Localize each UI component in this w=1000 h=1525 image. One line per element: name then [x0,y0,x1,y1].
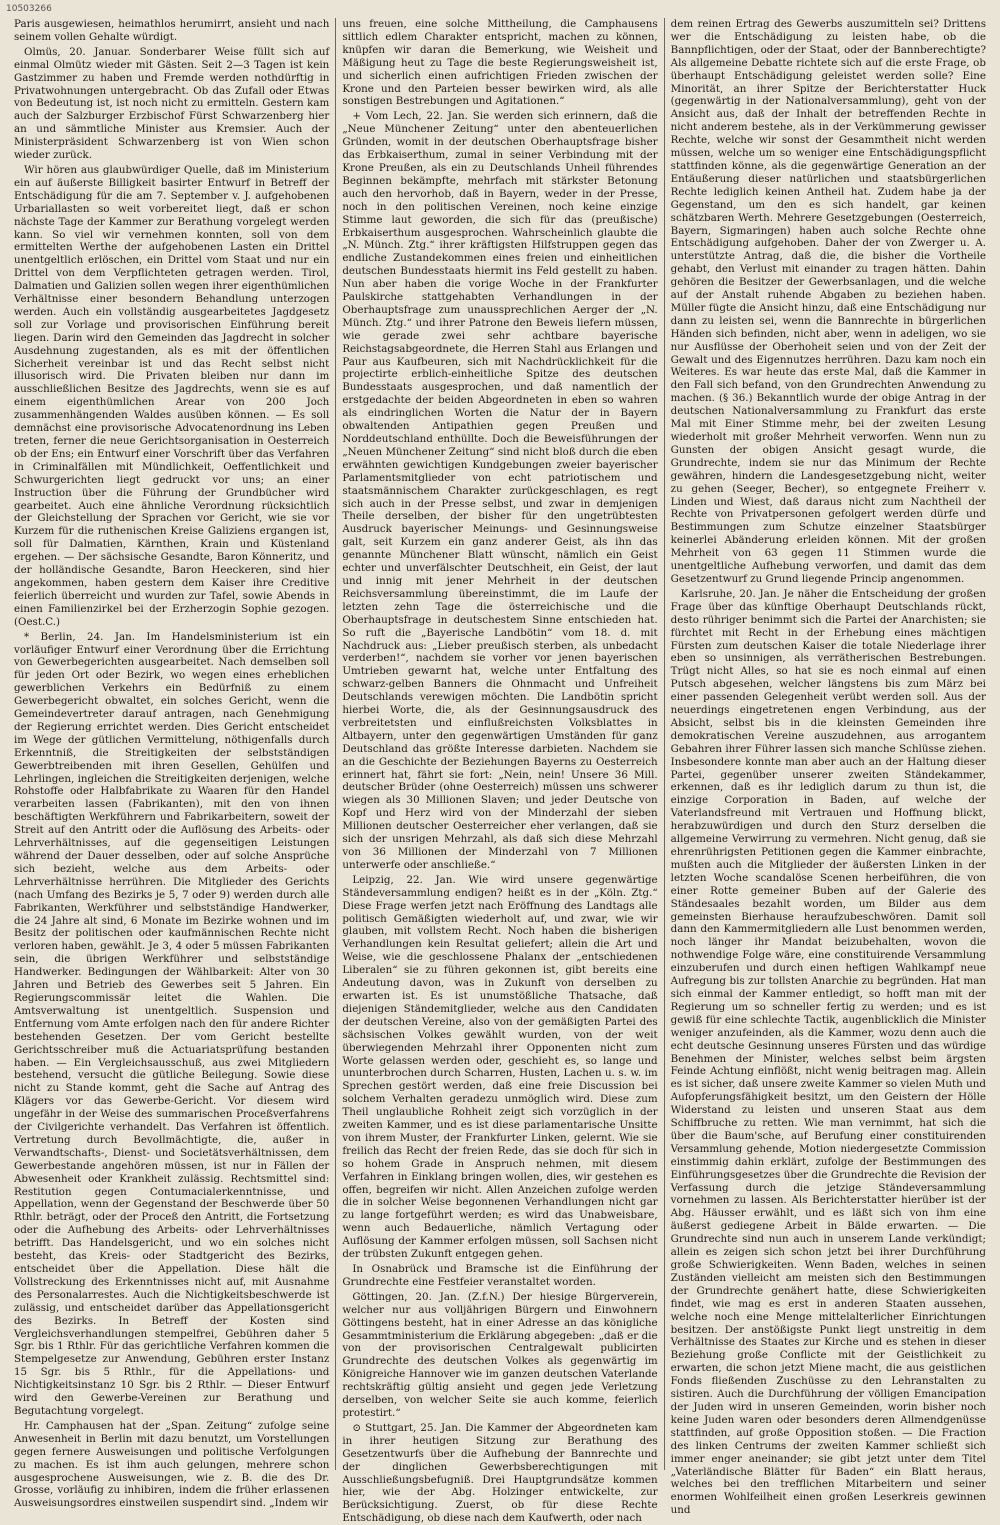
paragraph: Olmüs, 20. Januar. Sonderbarer Weise füllt sich auf einmal Olmütz wieder mit Gästen. Seit 2—3 Tagen ist kein Gastzimmer zu haben und Fremde werden nothdürftig in Privatwohnungen untergebracht. Ob das Zufall oder Etwas von Bedeutung ist, ist noch nicht zu ermitteln. Gestern kam auch der Salzburger Erzbischof Fürst Schwarzenberg hier an und sämmtliche Minister aus Kremsier. Auch der Ministerpräsident Schwarzenberg ist von Wien schon wieder zurück. [14,45,330,162]
paragraph: ⊙ Stuttgart, 25. Jan. Die Kammer der Abgeordneten kam in ihrer heutigen Sitzung zur Berathung des Gesetzentwurfs über die Aufhebung der Bannrechte und der dinglichen Gewerbsberechtigungen mit Ausschließungsbefugniß. Drei Hauptgrundsätze kommen hier, wie der Abg. Holzinger entwickelte, zur Berücksichtigung. Zuerst, ob für diese Rechte Entschädigung, ob diese nach dem Kaufwerth, oder nach [342,1421,658,1525]
paragraph: * Berlin, 24. Jan. Im Handelsministerium ist ein vorläufiger Entwurf einer Verordnung über die Errichtung von Gewerbegerichten ausgearbeitet. Nach demselben soll für jeden Ort oder Bezirk, wo wegen eines erheblichen gewerblichen Verkehrs ein Bedürfniß zu einem Gewerbegericht obwaltet, ein solches Gericht, wenn die Gemeindevertreter darauf antragen, nach Genehmigung der Regierung errichtet werden. Dies Gericht entscheidet im Wege der gütlichen Vermittelung, nöthigenfalls durch Erkenntniß, die Streitigkeiten der selbstständigen Gewerbtreibenden mit ihren Gesellen, Gehülfen und Lehrlingen, ingleichen die Streitigkeiten derjenigen, welche Rohstoffe oder Halbfabrikate zu Waaren für den Handel verarbeiten lassen (Fabrikanten), mit den von ihnen beschäftigten Werkführern und Fabrikarbeitern, soweit der Streit auf den Antritt oder die Auflösung des Arbeits- oder Lehrverhältnisses, auf die gegenseitigen Leistungen während der Dauer desselben, oder auf solche Ansprüche sich bezieht, welche aus dem Arbeits- oder Lehrverhältnisse herrühren. Die Mitglieder des Gerichts (nach Umfang des Bezirks je 5, 7 oder 9) werden durch alle Fabrikanten, Werkführer und selbstständige Handwerker, die 24 Jahre alt sind, 6 Monate im Bezirke wohnen und im Besitz der politischen oder kaufmännischen Rechte nicht verloren haben, gewählt. Je 3, 4 oder 5 müssen Fabrikanten sein, die übrigen Werkführer und selbstständige Handwerker. Bedingungen der Wählbarkeit: Alter von 30 Jahren und Betrieb des Gewerbes seit 5 Jahren. Ein Regierungscommissär leitet die Wahlen. Die Amtsverwaltung ist unentgeltlich. Suspension und Entfernung vom Amte erfolgen nach den für andere Richter bestehenden Gesetzen. Der vom Gericht bestellte Gerichtsschreiber muß die Actuariatsprüfung bestanden haben. — Ein Vergleichsausschuß, aus zwei Mitgliedern bestehend, versucht die gütliche Beilegung. Sowie diese nicht zu Stande kommt, geht die Sache auf Antrag des Klägers vor das Gewerbe-Gericht. Vor diesem wird ungefähr in der Weise des summarischen Proceßverfahrens der Civilgerichte verhandelt. Das Verfahren ist öffentlich. Vertretung durch Bevollmächtigte, die, außer in Verwandtschafts-, Dienst- und Societätsverhältnissen, dem Gewerbestande angehören müssen, ist nur in Fällen der Abwesenheit oder Krankheit zulässig. Rechtsmittel sind: Restitution gegen Contumacialerkenntnisse, und Appellation, wenn der Gegenstand der Beschwerde über 50 Rthlr. beträgt, oder der Proceß den Antritt, die Fortsetzung oder die Aufhebung des Arbeits- oder Lehrverhältnisses betrifft. Das Handelsgericht, und wo ein solches nicht besteht, das Kreis- oder Stadtgericht des Bezirks, entscheidet über die Appellation. Diese hält die Vollstreckung des Erkenntnisses nicht auf, mit Ausnahme des Personalarrestes. Auch die Nichtigkeitsbeschwerde ist zulässig, und entscheidet darüber das Appellationsgericht des Bezirks. In Betreff der Kosten sind Vergleichsverhandlungen stempelfrei, Gebühren daher 5 Sgr. bis 1 Rthlr. Für das gerichtliche Verfahren kommen die Stempelgesetze zur Anwendung, Gebühren erster Instanz 15 Sgr. bis 5 Rthlr., für die Appellations- und Nichtigkeitsinstanz 10 Sgr. bis 2 Rthlr. — Dieser Entwurf wird den Gewerbe-Vereinen zur Berathung und Begutachtung vorgelegt. [14,630,330,1417]
paragraph: Göttingen, 20. Jan. (Z.f.N.) Der hiesige Bürgerverein, welcher nur aus volljährigen Bürgern und Einwohnern Göttingens besteht, hat in einer Adresse an das königliche Gesammtministerium die Erklärung abgegeben: „daß er die von der provisorischen Centralgewalt publicirten Grundrechte des deutschen Volkes als gegenwärtig im Königreiche Hannover wie im ganzen deutschen Vaterlande rechtskräftig gültig ansieht und gegen jede Verletzung derselben, von welcher Seite sie auch komme, feierlich protestirt.“ [342,1290,658,1419]
paragraph: Wir hören aus glaubwürdiger Quelle, daß im Ministerium ein auf äußerste Billigkeit basirter Entwurf in Betreff der Entschädigung für die am 7. September v. J. aufgehobenen Urbariallasten so weit vorbereitet liegt, daß er schon nächste Tage der Kammer zur Berathung vorgelegt werden kann. So viel wir vernehmen konnten, soll von dem ermittelten Werthe der aufgehobenen Lasten ein Drittel unentgeltlich erlöschen, ein Drittel vom Staat und nur ein Drittel von dem Verpflichteten getragen werden. Tirol, Dalmatien und Galizien sollen wegen ihrer eigenthümlichen Verhältnisse einer besondern Behandlung unterzogen werden. Auch ein vollständig ausgearbeitetes Jagdgesetz soll zur Vorlage und provisorischen Einführung bereit liegen. Darin wird den Gemeinden das Jagdrecht in solcher Ausdehnung zugestanden, als es mit der öffentlichen Sicherheit vereinbar ist und das Recht selbst nicht illusorisch wird. Die Privaten bleiben nur dann im ausschließlichen Besitze des Jagdrechts, wenn sie es auf einem eigenthümlichen Arear von 200 Joch zusammenhängenden Waldes ausüben können. — Es soll demnächst eine provisorische Advocatenordnung ins Leben treten, ferner die neue Gerichtsorganisation in Oesterreich ob der Ens; ein Entwurf einer Vorschrift über das Verfahren in Criminalfällen mit Mündlichkeit, Oeffentlichkeit und Schwurgerichten liegt gedruckt vor uns; an einer Instruction über die Führung der Grundbücher wird gearbeitet. Auch eine ähnliche Verordnung rücksichtlich der Gleichstellung der Sprachen vor Gericht, wie sie vor Kurzem für die ruthenischen Kreise Galiziens ergangen ist, soll für Dalmatien, Kärnthen, Krain und Küstenland ergehen. — Der sächsische Gesandte, Baron Könneritz, und der holländische Gesandte, Baron Heeckeren, sind hier angekommen, haben gestern dem Kaiser ihre Creditive feierlich überreicht und wurden zur Tafel, sowie Abends in einen Familienzirkel bei der Erzherzogin Sophie gezogen. (Oest.C.) [14,163,330,628]
paragraph: uns freuen, eine solche Mittheilung, die Camphausens sittlich edlem Charakter entspricht, machen zu können, knüpfen wir daran die Bemerkung, wie Weisheit und Mäßigung heut zu Tage die beste Regierungsweisheit ist, und sicherlich einen aufrichtigen Frieden zwischen der Krone und den Parteien besser bewirken wird, als alle sonstigen Bestrebungen und Agitationen.“ [342,18,658,108]
column-3 [664,18,992,1517]
column-1 [8,18,335,1510]
column-2 [335,18,663,1525]
page-id: 10503266 [6,4,52,14]
paragraph: + Vom Lech, 22. Jan. Sie werden sich erinnern, daß die „Neue Münchener Zeitung“ unter den abenteuerlichen Gründen, womit in der deutschen Oberhauptsfrage bisher das Erbkaiserthum, zumal in seiner Verbindung mit der Krone Preußen, als ein zu Deutschlands Unheil führendes Beginnen bekämpfte, mehrfach mit stärkster Betonung auch den hervorhob, daß in Bayern, weder in der Presse, noch in den politischen Vereinen, noch keine einzige Stimme laut geworden, die sich für das (preußische) Erbkaiserthum ausgesprochen. Wahrscheinlich glaubte die „N. Münch. Ztg.“ ihrer kräftigsten Hilfstruppen gegen das endliche Zustandekommen eines freien und einheitlichen deutschen Bundesstaats hiermit ins Feld gestellt zu haben. Nun aber haben die vorige Woche in der Frankfurter Paulskirche stattgehabten Verhandlungen in der Oberhauptsfrage zum unaussprechlichen Aerger der „N. Münch. Ztg.“ und ihrer Patrone den Beweis liefern müssen, wie gerade zwei sehr achtbare bayerische Reichstagsabgeordnete, die Herren Stahl aus Erlangen und Paur aus Kaufbeuren, sich mit Nachdrücklichkeit für die projectirte erblich-einheitliche Spitze des deutschen Bundesstaats ausgesprochen, und daß namentlich der erstgedachte der beiden Abgeordneten in eben so wahren als eindringlichen Worten die Natur der in Bayern obwaltenden Antipathien gegen Preußen und Norddeutschland enthüllte. Doch die Beweisführungen der „Neuen Münchener Zeitung“ sind nicht bloß durch die eben erwähnten gewichtigen Kundgebungen zweier bayerischer Parlamentsmitglieder von echt patriotischem und staatsmännischem Charakter zurückgeschlagen, es regt sich auch in der Presse selbst, und zwar in demjenigen Theile derselben, der bisher für den ungetrübtesten Ausdruck bayerischer Meinungs- und Gesinnungsweise galt, seit Kurzem ein ganz anderer Geist, als ihn das genannte Münchener Blatt wünscht, nämlich ein Geist echter und unverfälschter Deutschheit, ein Geist, der laut und innig mit jener Mehrheit in der deutschen Reichsversammlung übereinstimmt, die im Laufe der letzten zehn Tage die österreichische und die Oberhauptsfrage in deutschestem Sinne entschieden hat. So ruft die „Bayerische Landbötin“ vom 18. d. mit Nachdruck aus: „Lieber preußisch sterben, als unbedacht verderben!“, nachdem sie vorher vor jenen bayerischen Umtrieben gewarnt hat, welche unter Entfaltung des schwarz-gelben Banners die Ohnmacht und Unfreiheit Deutschlands verewigen möchten. Die Landbötin spricht hierbei Worte, die, als der Gesinnungsausdruck des verbreitetsten und einflußreichsten Volksblattes in Altbayern, unter den gegenwärtigen Umständen für ganz Deutschland das größte Interesse darbieten. Nachdem sie an die Geschichte der Beziehungen Bayerns zu Oesterreich erinnert hat, fährt sie fort: „Nein, nein! Unsere 36 Mill. deutscher Brüder (ohne Oesterreich) müssen uns schwerer wiegen als 30 Millionen Slaven; und jeder Deutsche von Kopf und Herz wird von der Minderzahl der sieben Millionen deutscher Oesterreicher eher verlangen, daß sie sich der unsrigen Mehrzahl, als daß sich diese Mehrzahl von 36 Millionen der Minderzahl von 7 Millionen unterwerfe oder anschließe.“ [342,110,658,871]
paragraph: In Osnabrück und Bramsche ist die Einführung der Grundrechte eine Festfeier veranstaltet worden. [342,1263,658,1288]
paragraph: Karlsruhe, 20. Jan. Je näher die Entscheidung der großen Frage über das künftige Oberhaupt Deutschlands rückt, desto rühriger benimmt sich die Partei der Anarchisten; sie fürchtet mit Recht in der Erhebung eines mächtigen Fürsten zum deutschen Kaiser die totale Niederlage ihrer eben so unsinnigen, als verrätherischen Bestrebungen. Trügt nicht Alles, so hat sie es noch einmal auf einen Putsch abgesehen, welcher längstens bis zum März bei einer passenden Gelegenheit verübt werden soll. Aus der neuerdings eingetretenen engen Verbindung, aus der Absicht, selbst bis in die kleinsten Gemeinden ihre demokratischen Vereine auszudehnen, aus arrogantem Gebahren ihrer Führer lassen sich manche Schlüsse ziehen. Insbesondere konnte man aber auch an der Haltung dieser Partei, gegenüber unserer zweiten Ständekammer, erkennen, daß es ihr lediglich darum zu thun ist, die einzige Corporation in Baden, auf welche der Vaterlandsfreund mit Vertrauen und Hoffnung blickt, herabzuwürdigen und durch den Sturz derselben die allgemeine Verwirrung zu vermehren. Nicht genug, daß sie ehrenrührigsten Petitionen gegen die Kammer einbrachte, mußten auch die Mitglieder der äußersten Linken in der letzten Woche scandalöse Scenen herbeiführen, die von einer Rotte gemeiner Buben auf der Galerie des Ständesaales bezahlt worden, um Bilder aus dem gemeinsten Bierhause heraufzubeschwören. Damit soll dann den Kammermitgliedern alle Lust benommen werden, noch länger ihr Mandat beizubehalten, wovon die nothwendige Folge wäre, eine constituirende Versammlung einzuberufen und durch einen heftigen Wahlkampf neue Aufregung bis zur tollsten Anarchie zu begründen. Hat man sich einmal der Kammer entledigt, so hofft man mit der Regierung um so schneller fertig zu werden; und es ist gewiß für eine schlechte Tactik, augenblicklich die Minister weniger anzufeinden, als die Kammer, wozu denn auch die echt deutsche Gesinnung unseres Fürsten und das würdige Benehmen der Minister, welches selbst beim ärgsten Feinde Achtung einflößt, nicht wenig beitragen mag. Allein es ist sicher, daß unsere zweite Kammer so vielen Muth und Aufopferungsfähigkeit besitzt, um den Geistern der Hölle Widerstand zu leisten und unseren Staat aus dem Schiffbruche zu retten. Wie man vernimmt, hat sich die über die Baum'sche, auf Berufung einer constituirenden Versammlung gehende, Motion niedergesetzte Commission einstimmig dahin erklärt, zufolge der Bestimmungen des Einführungsgesetzes über die Grundrechte die Revision der Verfassung durch die jetzige Ständeversammlung vornehmen zu lassen. Als Berichterstatter hierüber ist der Abg. Häusser erwählt, und es läßt sich von ihm eine äußerst gediegene Arbeit in Bälde erwarten. — Die Grundrechte sind nun auch in unserem Lande verkündigt; allein es zeigen sich schon jetzt bei ihrer Durchführung große Schwierigkeiten. Wenn Baden, welches in seinen Zuständen vielleicht am meisten sich den Bestimmungen der Grundrechte genähert hatte, diese Schwierigkeiten findet, wie mag es erst in anderen Staaten aussehen, welche noch eine Menge mittelalterlicher Einrichtungen besitzen. Der anstößigste Punkt liegt unstreitig in dem Verhältnisse des Staates zur Kirche und es stehen in dieser Beziehung große Conflicte mit der Geistlichkeit zu erwarten, die schon jetzt Miene macht, die aus geistlichen Fonds fließenden Zuschüsse zu den Lehranstalten zu sistiren. Auch die Durchführung der völligen Emancipation der Juden wird in unseren Gemeinden, worin bisher noch keine Juden waren oder besonders deren Allmendgenüsse stattfinden, auf große Opposition stoßen. — Die Fraction des linken Centrums der zweiten Kammer schließt sich immer enger aneinander; sie gibt jetzt unter dem Titel „Vaterländische Blätter für Baden“ ein Blatt heraus, welches bei den trefflichen Mitarbeitern und seiner enormen Wohlfeilheit einen großen Leserkreis gewinnen und [670,587,986,1517]
text-columns [8,18,992,1525]
paragraph: Hr. Camphausen hat der „Span. Zeitung“ zufolge seine Anwesenheit in Berlin mit dazu benutzt, um Vorstellungen gegen fernere Ausweisungen und politische Verfolgungen zu machen. Es ist ihm auch gelungen, mehrere schon ausgesprochene Ausweisungen, wie z. B. die des Dr. Grosse, vorläufig zu inhibiren, indem die früher erlassenen Ausweisungsordres einstweilen suspendirt sind. „Indem wir [14,1419,330,1510]
paragraph: Leipzig, 22. Jan. Wie wird unsere gegenwärtige Ständeversammlung endigen? heißt es in der „Köln. Ztg.“ Diese Frage werfen jetzt nach Eröffnung des Landtags alle politisch Gemäßigten wiederholt auf, und zwar, wie wir glauben, mit vollstem Recht. Noch haben die bisherigen Verhandlungen kein Resultat geliefert; allein die Art und Weise, wie die geschlossene Phalanx der „entschiedenen Liberalen“ sie zu führen gekonnen ist, gibt bereits eine Andeutung davon, was in Zukunft von derselben zu erwarten ist. Es ist unumstößliche Thatsache, daß diejenigen Ständemitglieder, welche aus den Candidaten der deutschen Vereine, also von der gemäßigten Partei des sächsischen Volkes gewählt wurden, von der weit überwiegenden Mehrzahl ihrer Opponenten nicht zum Worte gelassen werden oder, geschieht es, so lange und ununterbrochen durch Scharren, Husten, Lachen u. s. w. im Sprechen gestört werden, daß eine freie Discussion bei solchem Verhalten geradezu unmöglich wird. Diese zum Theil unglaubliche Rohheit zeigt sich vorzüglich in der zweiten Kammer, und es ist diese parlamentarische Unsitte von ihrem Muster, der Frankfurter Linken, gelernt. Wie sie freilich das Recht der freien Rede, das sie doch für sich in so hohem Grade in Anspruch nehmen, mit diesem Verfahren in Einklang bringen wollen, dies, wir gestehen es offen, begreifen wir nicht. Allen Anzeichen zufolge werden die in solcher Weise begonnenen Verhandlungen nicht gar zu lange fortgeführt werden; es wird das Unabweisbare, wenn auch Bedauerliche, nämlich Vertagung oder Auflösung der Kammer erfolgen müssen, soll Sachsen nicht der trübsten Zukunft entgegen gehen. [342,873,658,1261]
paragraph: Paris ausgewiesen, heimathlos herumirrt, ansieht und nach seinem vollen Gehalte würdigt. [14,18,330,43]
paragraph: dem reinen Ertrag des Gewerbs auszumitteln sei? Drittens wer die Entschädigung zu leisten habe, ob die Bannpflichtigen, oder der Staat, oder der Bannberechtigte? Als allgemeine Debatte richtete sich auf die erste Frage, ob überhaupt Entschädigung geleistet werden solle? Eine Minorität, an ihrer Spitze der Berichterstatter Huck (gegenwärtig in der Nationalversammlung), geht von der Ansicht aus, daß der Inhalt der betreffenden Rechte in nicht anderem bestehe, als in der Verkümmerung gewisser Rechte, welche wir sonst der Gesammtheit nicht werden müssen, welche um so weniger eine Entschädigungspflicht stattfinden könne, als die gegenwärtige Generation an der Entäußerung dieser natürlichen und staatsbürgerlichen Rechte lediglich keinen Antheil hat. Zudem habe ja der Gegenstand, um den es sich handelt, gar keinen schätzbaren Werth. Mehrere Gesetzgebungen (Oesterreich, Bayern, Sigmaringen) haben auch solche Rechte ohne Entschädigung aufgehoben. Daher der von Zwerger u. A. unterstützte Antrag, daß die, die bisher die Vortheile gehabt, den Verlust mit einander zu tragen hätten. Dahin gehören die Besitzer der Gewerbsanlagen, und die welche auf der Anstalt ruhende Abgaben zu beziehen haben. Müller fügte die Ansicht hinzu, daß eine Entschädigung nur dann zu leisten sei, wenn die Bannrechte in bürgerlichen Händen sich befinden, nicht aber, wenn in adeligen, wo sie nur Ausflüsse der Oberhoheit seien und von der Zeit der Gewalt und des Eigennutzes herrühren. Dazu kam noch ein Weiteres. Es war heute das erste Mal, daß die Kammer in den Fall sich befand, von den Grundrechten Anwendung zu machen. (§ 36.) Bekanntlich wurde der obige Antrag in der deutschen Nationalversammlung zu Frankfurt das erste Mal mit Einer Stimme mehr, bei der zweiten Lesung wiederholt mit großer Mehrheit verworfen. Wenn nun zu Gunsten der obigen Ansicht gesagt wurde, die Grundrechte, indem sie nur das Minimum der Rechte gewähren, hindern die Landesgesetzgebung nicht, weiter zu gehen (Seeger, Becher), so entgegnete Freiherr v. Linden und Wiest, daß daraus nicht zum Nachtheil der Rechte von Privatpersonen gefolgert werden dürfe und Bestimmungen zum Schutze einzelner Staatsbürger keinerlei Abänderung erleiden können. Mit der großen Mehrheit von 63 gegen 11 Stimmen wurde die unentgeltliche Aufhebung verworfen, und damit das dem Gesetzentwurf zu Grund liegende Princip angenommen. [670,18,986,585]
